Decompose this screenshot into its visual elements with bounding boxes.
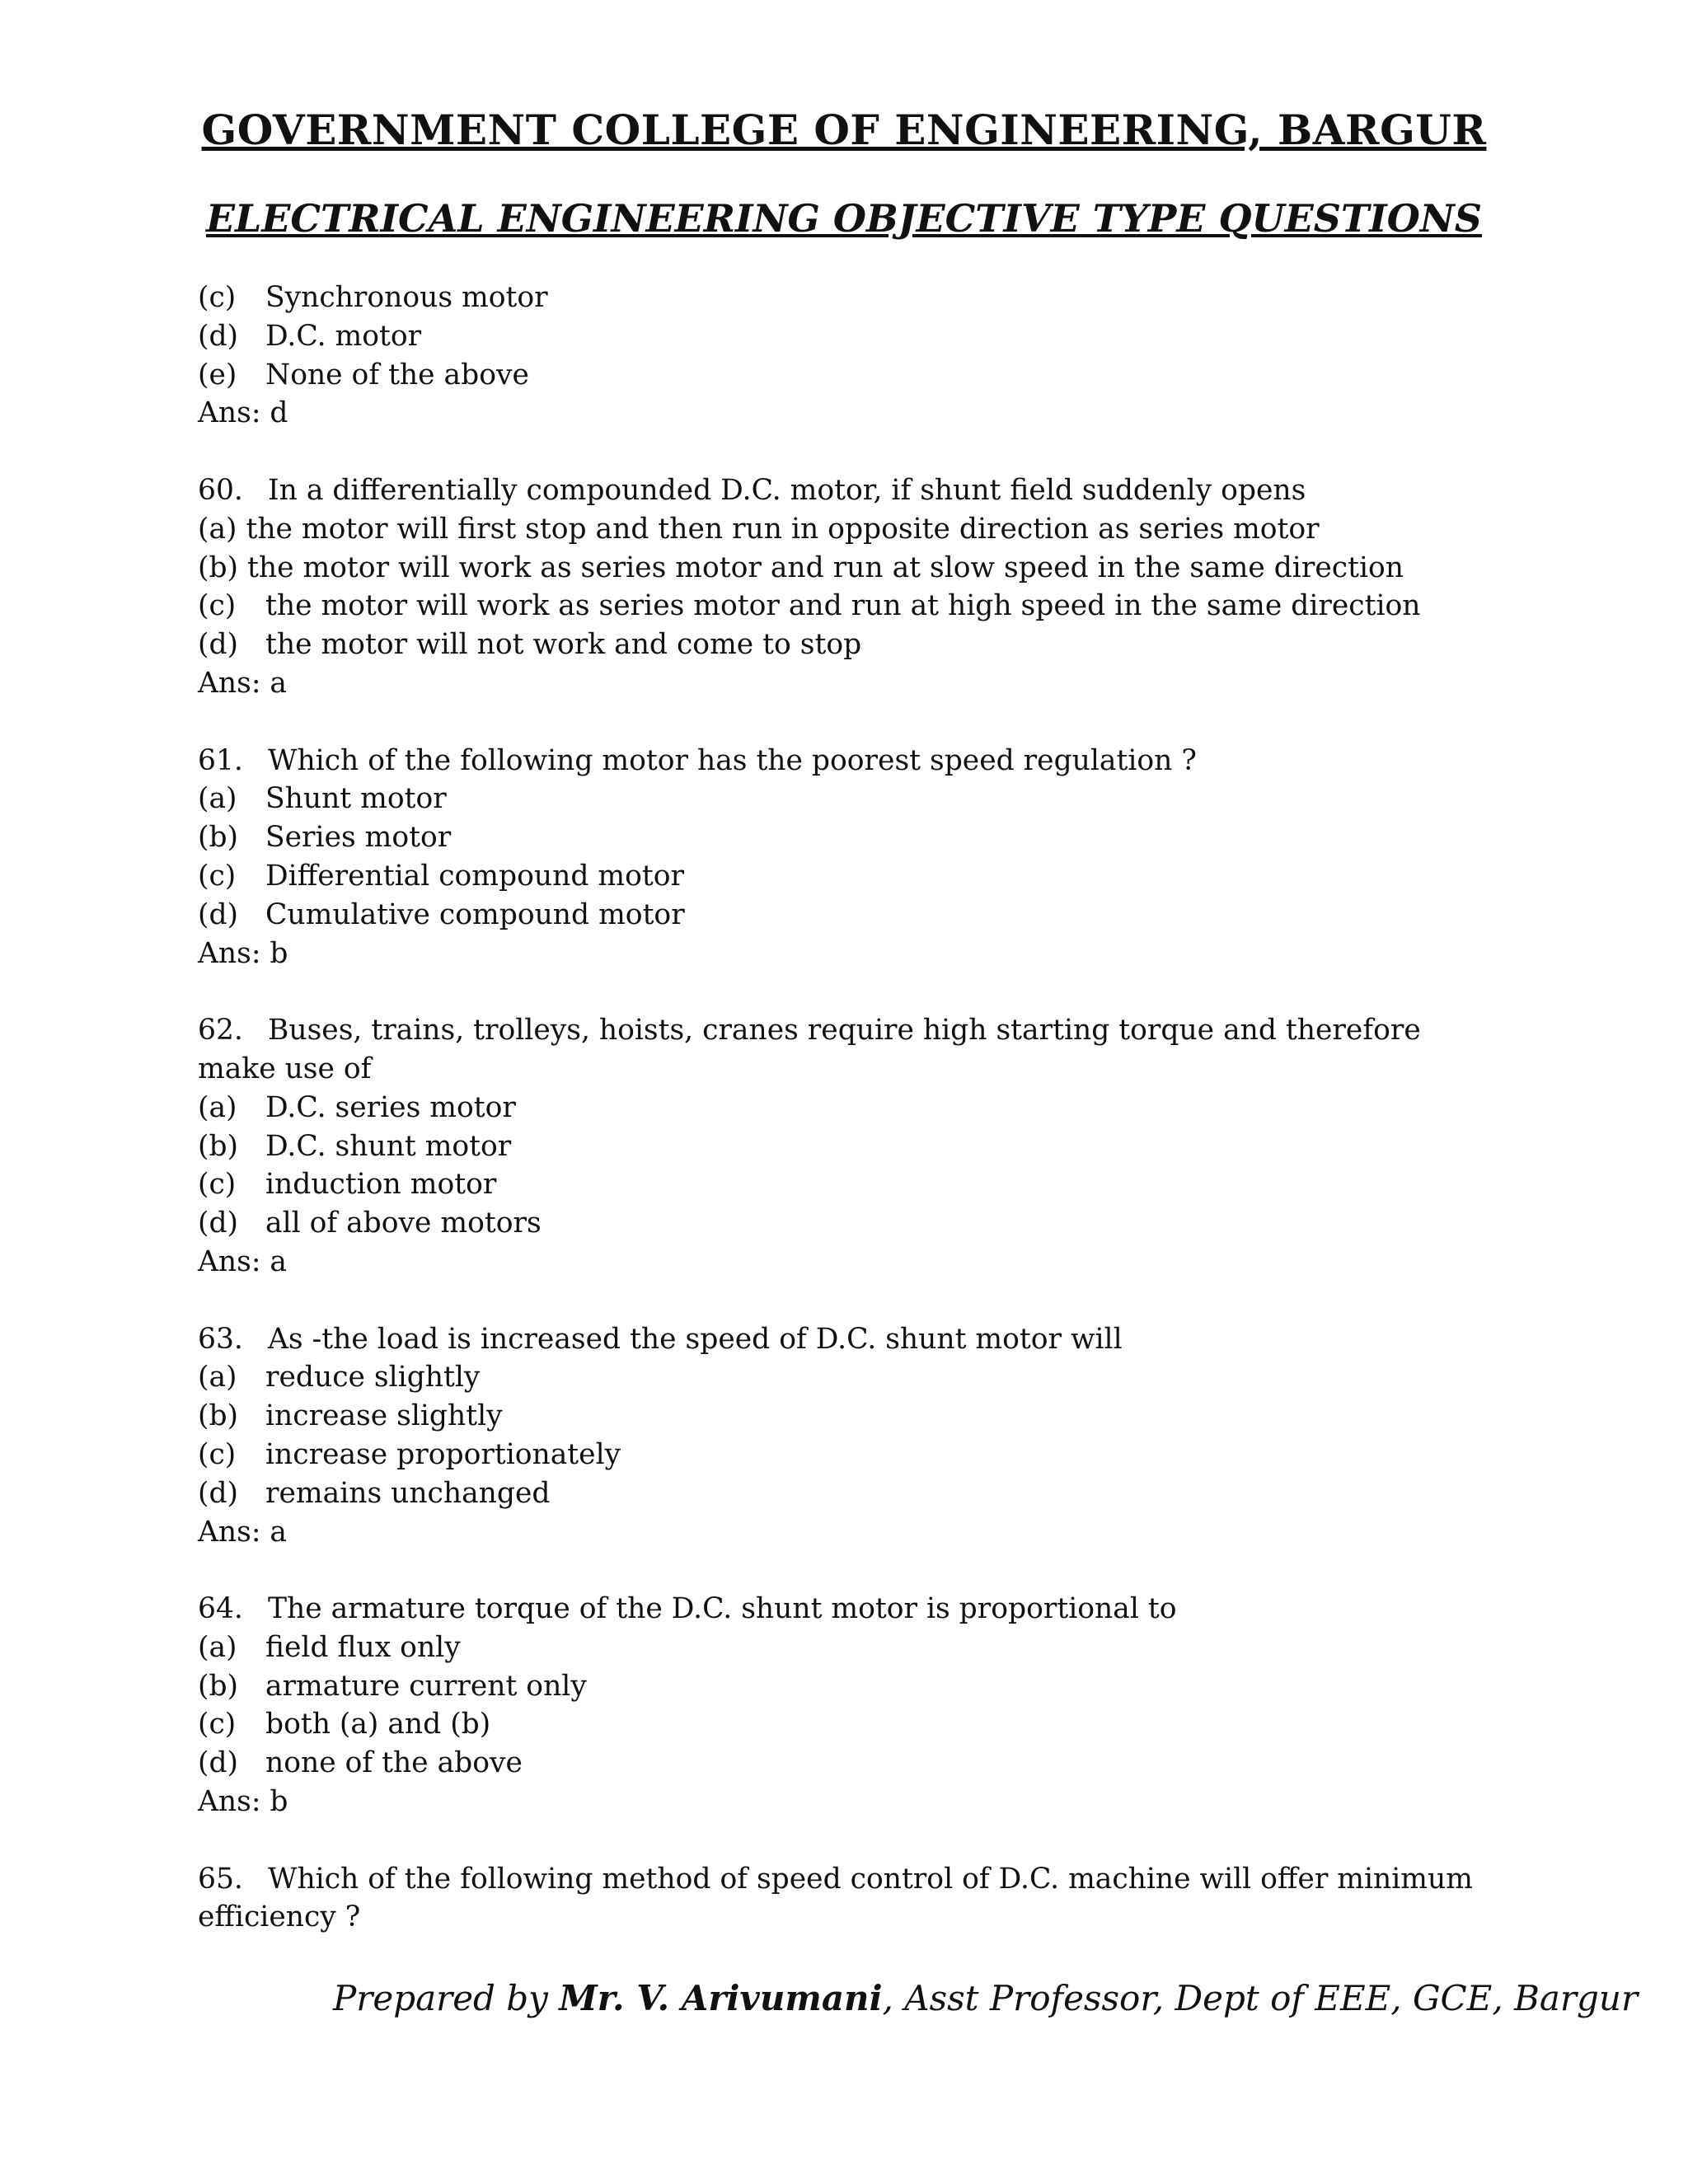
question-text: In a differentially compounded D.C. motor, if shunt field suddenly opens xyxy=(268,473,1306,507)
option-letter: (b) xyxy=(198,1399,239,1433)
option-line xyxy=(198,1089,1484,1127)
answer-line: Ans: b xyxy=(198,936,288,970)
answer-line: Ans: a xyxy=(198,1515,287,1549)
question-block xyxy=(198,1011,1484,1282)
option-line xyxy=(198,1629,1484,1667)
question-block xyxy=(198,742,1484,973)
question-text: As -the load is increased the speed of D.C. shunt motor will xyxy=(268,1322,1123,1356)
option-line xyxy=(198,1165,1484,1204)
option-text: none of the above xyxy=(265,1746,523,1780)
option-line xyxy=(198,279,1484,317)
question-text: The armature torque of the D.C. shunt motor is proportional to xyxy=(268,1592,1177,1626)
question-text: Which of the following method of speed control of D.C. machine will offer minimum efficiency ? xyxy=(198,1862,1473,1934)
option-letter: (d) xyxy=(198,1476,239,1510)
option-letter: (c) xyxy=(198,281,237,314)
option-text: increase proportionately xyxy=(265,1437,621,1471)
option-text: armature current only xyxy=(265,1669,587,1703)
question-number: 61. xyxy=(198,743,243,777)
option-line xyxy=(198,356,1484,395)
question-block xyxy=(198,1320,1484,1552)
option-line xyxy=(198,1358,1484,1397)
answer-line: Ans: a xyxy=(198,1244,287,1278)
option-letter: (c) xyxy=(198,859,237,893)
option-letter: (d) xyxy=(198,319,239,353)
page-subtitle: ELECTRICAL ENGINEERING OBJECTIVE TYPE QUESTIONS xyxy=(205,196,1483,241)
option-text: remains unchanged xyxy=(265,1476,551,1510)
question-number: 60. xyxy=(198,473,243,507)
option-text: D.C. motor xyxy=(265,319,422,353)
option-line xyxy=(198,626,1484,664)
option-letter: (b) xyxy=(198,1669,239,1703)
option-text: all of above motors xyxy=(265,1207,542,1240)
option-text: Cumulative compound motor xyxy=(265,898,685,931)
question-block xyxy=(198,471,1484,703)
question-text: Buses, trains, trolleys, hoists, cranes require high starting torque and therefore make use of xyxy=(198,1014,1421,1085)
option-letter: (d) xyxy=(198,898,239,931)
option-line xyxy=(198,510,1484,549)
question-line xyxy=(198,742,1484,780)
option-text: the motor will work as series motor and run at slow speed in the same direction xyxy=(246,551,1404,584)
option-letter: (a) xyxy=(198,512,237,546)
footer-prefix: Prepared by xyxy=(333,1978,560,2018)
continued-question xyxy=(198,279,1484,433)
question-line xyxy=(198,1860,1484,1938)
option-text: the motor will first stop and then run in opposite direction as series motor xyxy=(246,512,1320,546)
answer-line: Ans: d xyxy=(198,396,288,430)
option-letter: (c) xyxy=(198,1708,237,1741)
option-text: D.C. shunt motor xyxy=(265,1129,512,1163)
option-line xyxy=(198,1474,1484,1513)
question-block xyxy=(198,1860,1484,1938)
option-line xyxy=(198,780,1484,818)
spacer xyxy=(198,1282,1484,1320)
option-line xyxy=(198,1397,1484,1436)
question-line xyxy=(198,1011,1484,1089)
option-letter: (a) xyxy=(198,782,237,816)
option-letter: (c) xyxy=(198,1437,237,1471)
option-text: None of the above xyxy=(265,358,529,391)
option-text: Series motor xyxy=(265,821,452,855)
option-text: Differential compound motor xyxy=(265,859,684,893)
spacer xyxy=(198,972,1484,1011)
question-line xyxy=(198,471,1484,510)
answer-line: Ans: b xyxy=(198,1785,288,1819)
question-block xyxy=(198,1590,1484,1821)
question-line xyxy=(198,1320,1484,1359)
option-line xyxy=(198,818,1484,857)
footer-suffix: , Asst Professor, Dept of EEE, GCE, Bargur xyxy=(882,1978,1639,2018)
spacer xyxy=(198,703,1484,742)
option-text: the motor will not work and come to stop xyxy=(265,628,862,662)
option-line xyxy=(198,1667,1484,1706)
question-list xyxy=(198,279,1484,1937)
question-text: Which of the following motor has the poorest speed regulation ? xyxy=(268,743,1197,777)
footer-author: Mr. V. Arivumani xyxy=(559,1978,883,2018)
option-line xyxy=(198,1436,1484,1474)
option-line xyxy=(198,896,1484,935)
question-number: 65. xyxy=(198,1862,243,1896)
option-line xyxy=(198,317,1484,356)
option-line xyxy=(198,1204,1484,1243)
option-letter: (c) xyxy=(198,1168,237,1202)
question-number: 62. xyxy=(198,1014,243,1047)
option-line xyxy=(198,549,1484,588)
option-line xyxy=(198,1127,1484,1166)
option-line xyxy=(198,1744,1484,1783)
option-line xyxy=(198,587,1484,626)
spacer xyxy=(198,1551,1484,1590)
option-text: field flux only xyxy=(265,1630,461,1664)
option-text: Shunt motor xyxy=(265,782,447,816)
option-letter: (d) xyxy=(198,628,239,662)
option-text: induction motor xyxy=(265,1168,497,1202)
answer-line: Ans: a xyxy=(198,666,287,700)
page-title: GOVERNMENT COLLEGE OF ENGINEERING, BARGUR xyxy=(201,105,1487,154)
option-letter: (a) xyxy=(198,1361,237,1394)
option-text: Synchronous motor xyxy=(265,281,548,314)
option-text: increase slightly xyxy=(265,1399,503,1433)
option-line xyxy=(198,857,1484,896)
question-number: 63. xyxy=(198,1322,243,1356)
option-letter: (b) xyxy=(198,821,239,855)
option-letter: (e) xyxy=(198,358,237,391)
page-footer xyxy=(333,1978,1638,2018)
spacer xyxy=(198,1821,1484,1860)
option-letter: (a) xyxy=(198,1090,237,1124)
option-letter: (a) xyxy=(198,1630,237,1664)
option-letter: (d) xyxy=(198,1746,239,1780)
question-number: 64. xyxy=(198,1592,243,1626)
option-text: the motor will work as series motor and run at high speed in the same direction xyxy=(265,589,1421,623)
option-letter: (d) xyxy=(198,1207,239,1240)
option-letter: (b) xyxy=(198,1129,239,1163)
spacer xyxy=(198,433,1484,471)
option-text: D.C. series motor xyxy=(265,1090,516,1124)
option-letter: (c) xyxy=(198,589,237,623)
option-line xyxy=(198,1705,1484,1744)
option-letter: (b) xyxy=(198,551,239,584)
option-text: reduce slightly xyxy=(265,1361,481,1394)
question-line xyxy=(198,1590,1484,1629)
option-text: both (a) and (b) xyxy=(265,1708,491,1741)
